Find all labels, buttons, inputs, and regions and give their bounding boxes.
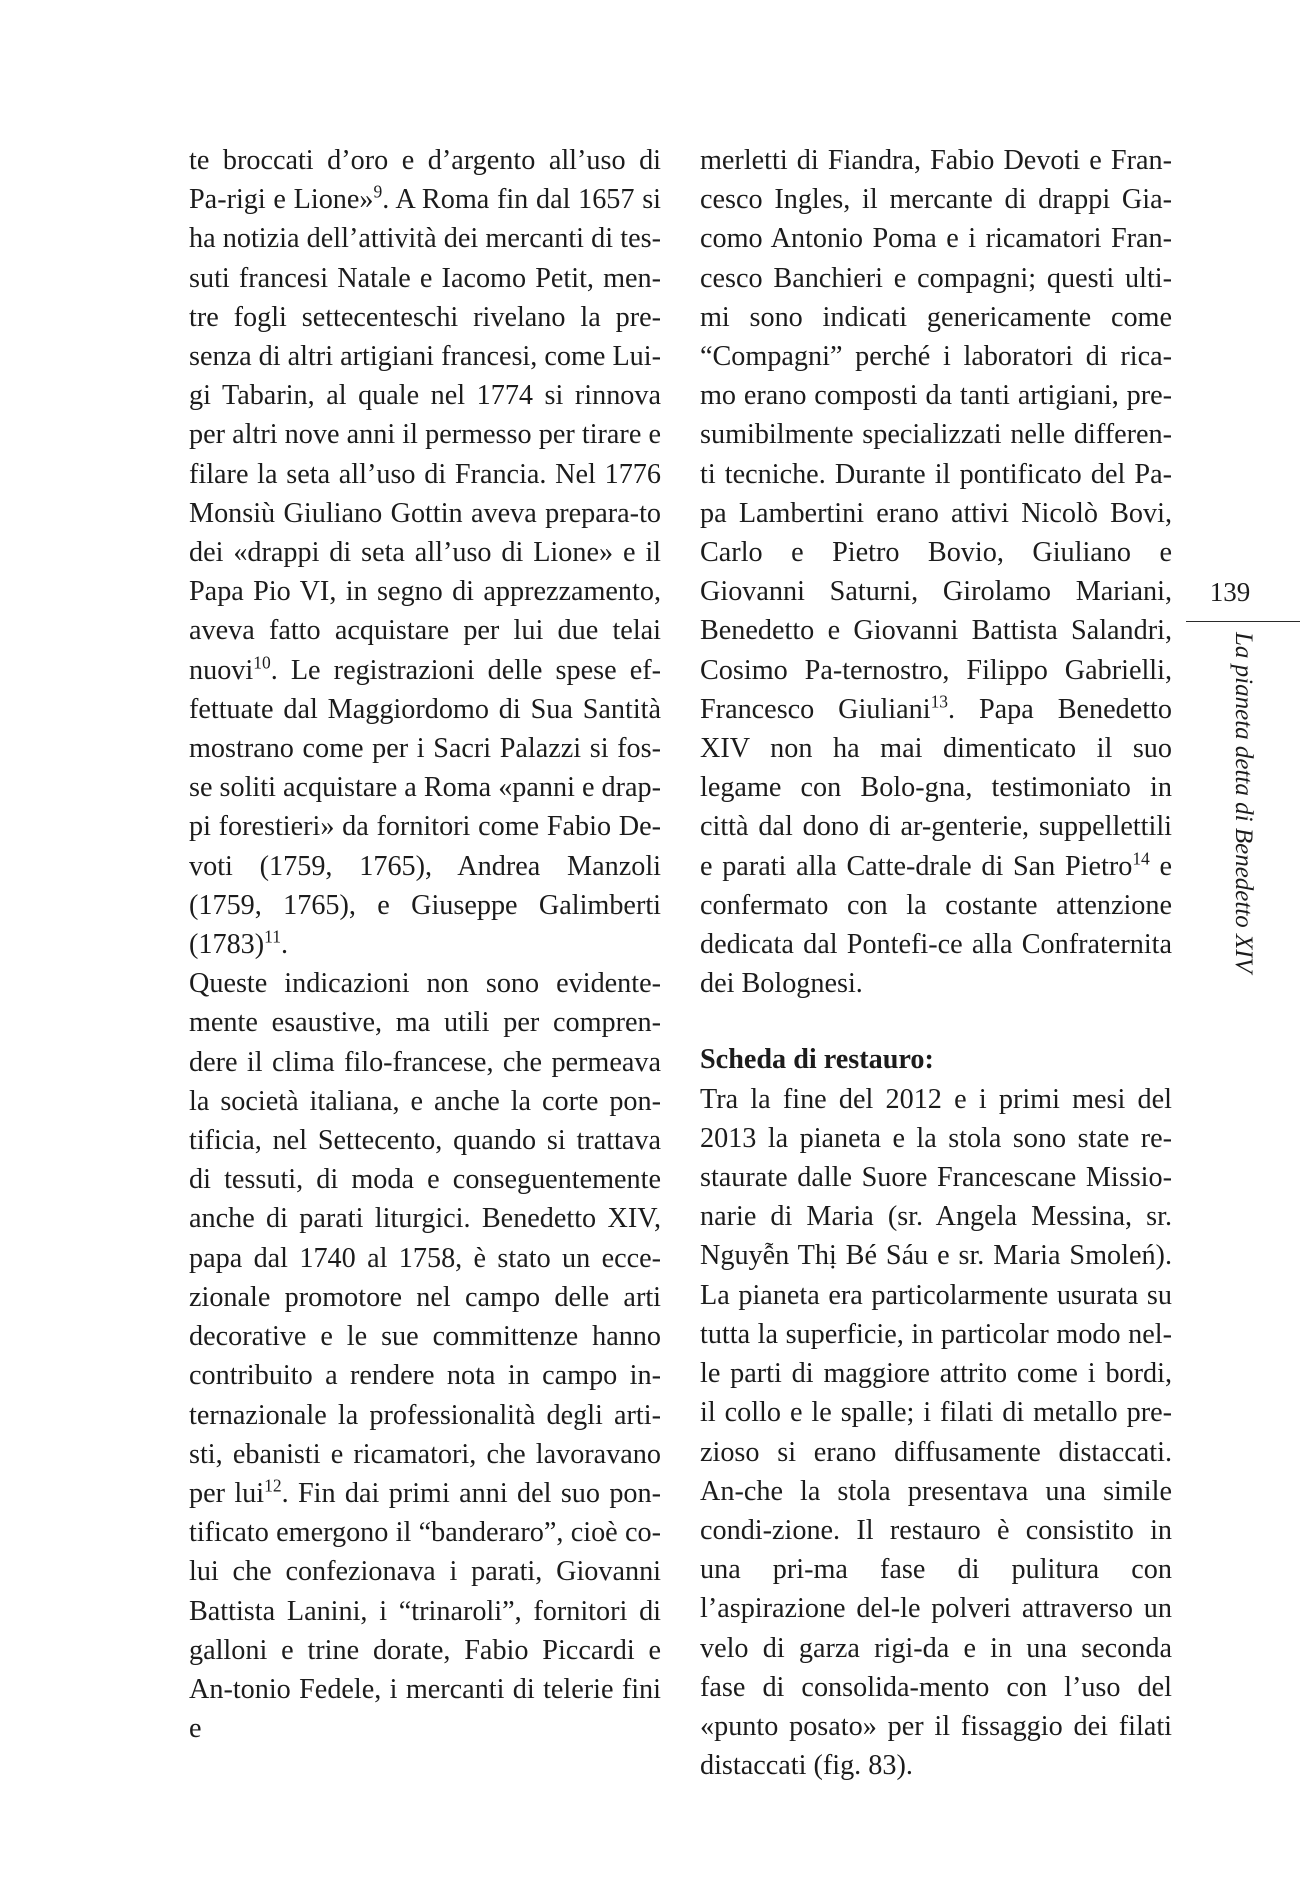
paragraph-benedetto-xiv	[189, 964, 661, 1748]
footnote-ref-13[interactable]: 13	[930, 691, 949, 712]
paragraph-restoration: Tra la fine del 2012 e i primi mesi del 2013 la pianeta e la stola sono state re-staurate dalle Suore Francescane Missio-narie di Maria (sr. Angela Messina, sr. Nguyễn Thị Bé Sáu e sr. Maria Smoleń). La pianeta era particolarmente usurata su tutta la superficie, in particolar modo nel-le parti di maggiore attrito come i bordi, il collo e le spalle; i filati di metallo pre-zioso si erano diffusamente distaccati. An-che la stola presentava una simile condi-zione. Il restauro è consistito in una pri-ma fase di pulitura con l’aspirazione del-le polveri attraverso un velo di garza rigi-da e in una seconda fase di consolida-mento con l’uso del «punto posato» per il fissaggio dei filati distaccati (fig. 83).	[700, 1083, 1172, 1782]
section-heading: Scheda di restauro:	[700, 1044, 934, 1076]
page-number: 139	[1209, 577, 1251, 607]
text-segment: . Papa Benedetto XIV non ha mai dimenticato il suo legame con Bolo-gna, testimoniato in città dal dono di ar-genterie, suppellettili e parati alla Catte-drale di San Pietro	[700, 693, 1172, 882]
text-segment: . Fin dai primi anni del suo pon-tificato emergono il “banderaro”, cioè co-lui che confezionava i parati, Giovanni Battista Lanini, i “trinaroli”, fornitori di galloni e trine dorate, Fabio Piccardi e An-tonio Fedele, i mercanti di telerie fini e	[189, 1477, 661, 1745]
footnote-ref-11[interactable]: 11	[264, 926, 281, 947]
paragraph-spacer	[700, 1003, 1172, 1040]
footnote-ref-10[interactable]: 10	[253, 652, 271, 673]
footnote-ref-14[interactable]: 14	[1132, 848, 1150, 869]
paragraph-merchants	[189, 141, 661, 964]
text-segment: Queste indicazioni non sono evidente-mente esaustive, ma utili per compren-dere il clima filo-francese, che permeava la società italiana, e anche la corte pon-tificia, nel Settecento, quando si trattava di tessuti, di moda e conseguentemente anche di parati liturgici. Benedetto XIV, papa dal 1740 al 1758, è stato un ecce-zionale promotore nel campo delle arti decorative e le sue committenze hanno contribuito a rendere nota in campo in-ternazionale la professionalità degli arti-sti, ebanisti e ricamatori, che lavoravano per lui	[189, 968, 661, 1509]
text-segment: . A Roma fin dal 1657 si ha notizia dell’attività dei mercanti di tes-suti francesi Natale e Iacomo Petit, men-tre fogli settecenteschi rivelano la pre-senza di altri artigiani francesi, come Lui-gi Tabarin, al quale nel 1774 si rinnova per altri nove anni il permesso per tirare e filare la seta all’uso di Francia. Nel 1776 Monsiù Giuliano Gottin aveva prepara-to dei «drappi di seta all’uso di Lione» e il Papa Pio VI, in segno di apprezzamento, aveva fatto acquistare per lui due telai nuovi	[189, 184, 661, 686]
text-segment: te broccati d’oro e d’argento all’uso di Pa-rigi e Lione»	[189, 145, 661, 216]
footnote-ref-12[interactable]: 12	[264, 1475, 282, 1496]
paragraph-artisans	[700, 141, 1172, 1003]
right-text-column	[700, 141, 1172, 1785]
sidebar-divider	[1186, 621, 1300, 622]
text-segment: merletti di Fiandra, Fabio Devoti e Fran-cesco Ingles, il mercante di drappi Gia-como Antonio Poma e i ricamatori Fran-cesco Banchieri e compagni; questi ulti-mi sono indicati genericamente come “Compagni” perché i laboratori di rica-mo erano composti da tanti artigiani, pre-sumibilmente specializzati nelle differen-ti tecniche. Durante il pontificato del Pa-pa Lambertini erano attivi Nicolò Bovi, Carlo e Pietro Bovio, Giuliano e Giovanni Saturni, Girolamo Mariani, Benedetto e Giovanni Battista Salandri, Cosimo Pa-ternostro, Filippo Gabrielli, Francesco Giuliani	[700, 145, 1172, 725]
text-segment: e confermato con la costante attenzione dedicata dal Pontefi-ce alla Confraternita dei Bolognesi.	[700, 850, 1172, 1000]
left-text-column	[189, 141, 661, 1748]
running-title: La pianeta detta di Benedetto XIV	[1230, 632, 1257, 973]
footnote-ref-9[interactable]: 9	[373, 181, 383, 202]
text-segment: . Le registrazioni delle spese ef-fettuate dal Maggiordomo di Sua Santità mostrano come per i Sacri Palazzi si fos-se soliti acquistare a Roma «panni e drap-pi forestieri» da fornitori come Fabio De-voti (1759, 1765), Andrea Manzoli (1759, 1765), e Giuseppe Galimberti (1783)	[189, 654, 661, 961]
text-segment: .	[280, 929, 289, 961]
